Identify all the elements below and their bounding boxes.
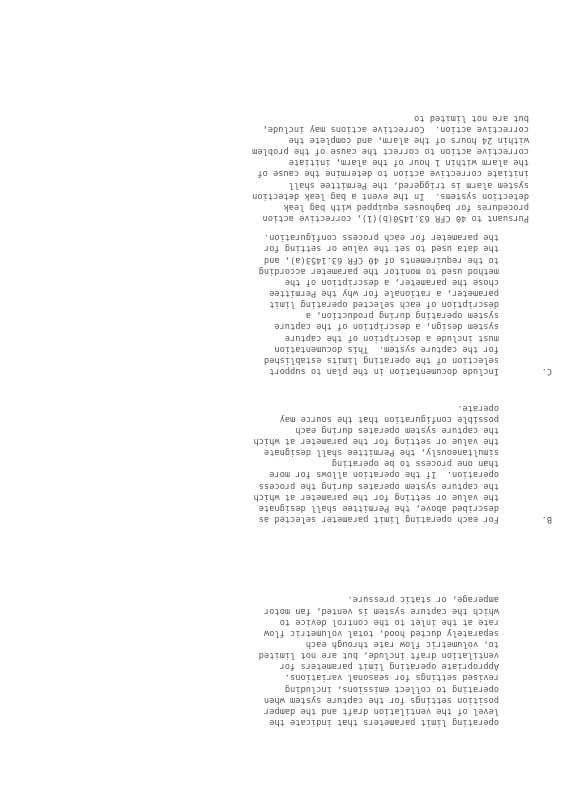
text-line: For each operating limit parameter selected as	[258, 514, 499, 524]
paragraph-capture-system-documentation	[259, 231, 499, 376]
text-line: system alarm is triggered, the Permittee shall	[288, 179, 529, 190]
text-line: operate.	[457, 402, 499, 413]
text-line: possible configuration that the source may	[279, 413, 499, 424]
text-line: but are not limited to	[414, 112, 529, 123]
text-line: corrective action. Corrective actions may include,	[262, 123, 529, 134]
text-line: the alarm within 1 hour of the alarm, initiate	[288, 157, 529, 168]
text-line: the capture system operates during the process	[258, 480, 499, 491]
text-line: system design, a description of the capture	[274, 321, 499, 332]
text-line: amperage, or static pressure.	[347, 594, 499, 605]
text-line: to the requirements of 40 CFR 63.1453(a), and	[263, 254, 499, 265]
text-line: Appropriate operating limit parameters for	[279, 661, 499, 672]
text-line: the data used to set the value or setting for	[263, 243, 499, 254]
paragraph-ventilation-parameters	[259, 593, 499, 727]
text-line: revised settings for seasonal variations.	[284, 672, 499, 683]
list-marker-c: C.	[541, 366, 552, 376]
paragraph-operating-limit-designation	[253, 401, 499, 524]
text-line: the parameter for each process configuration.	[263, 232, 499, 243]
text-line: Pursuant to 40 CFR 63.1450(b)(1), corrective action	[262, 213, 529, 223]
text-line: simultaneously, the Permittee shall designate	[263, 447, 499, 458]
list-marker-b: B.	[541, 514, 552, 524]
text-line: selection of the operating limits established	[263, 354, 499, 365]
text-line: detection systems. In the event a bag leak detection	[252, 190, 529, 201]
text-line: described above, the Permittee shall designate	[258, 502, 499, 513]
text-line: description of each selected operating limit	[269, 299, 499, 310]
text-line: corrective action to correct the cause of the problem	[252, 146, 529, 157]
text-line: procedures for baghouses equipped with bag leak	[283, 201, 529, 212]
text-line: system operating during production, a	[305, 310, 499, 321]
text-line: than one process to be operating	[331, 458, 499, 469]
text-line: Include documentation in the plan to support	[269, 366, 499, 376]
text-line: position settings for the capture system when	[263, 694, 499, 705]
text-line: for the capture system. This documentation	[274, 343, 499, 354]
paragraph-bag-leak-corrective-action	[252, 112, 529, 223]
text-line: initiate corrective action to determine the cause of	[257, 168, 529, 179]
text-line: ventilation draft include, but are not limited	[258, 650, 499, 661]
text-line: rate at the inlet to the control device to	[279, 616, 499, 627]
text-line: parameter, a rationale for why the Permittee	[269, 288, 499, 299]
text-line: operation. If the operation allows for more	[269, 469, 499, 480]
text-line: the capture system operates during each	[295, 424, 499, 435]
text-line: chose the parameter, a description of the	[284, 276, 499, 287]
text-line: level of the ventilation draft and the damper	[263, 705, 499, 716]
text-line: the value or setting for the parameter at which	[253, 491, 499, 502]
text-line: separately ducted hood, total volumetric flow	[263, 627, 499, 638]
text-line: which the capture system is vented, fan motor	[263, 605, 499, 616]
text-line: method used to monitor the parameter according	[258, 265, 499, 276]
text-line: operating to collect emissions, including	[284, 683, 499, 694]
text-line: the value or setting for the parameter at which	[253, 436, 499, 447]
text-line: within 24 hours of the alarm, and complete the	[288, 135, 529, 146]
text-line: must include a description of the capture	[284, 332, 499, 343]
text-line: to, volumetric flow rate through each	[305, 639, 499, 650]
text-line: operating limit parameters that indicate the	[269, 717, 499, 727]
